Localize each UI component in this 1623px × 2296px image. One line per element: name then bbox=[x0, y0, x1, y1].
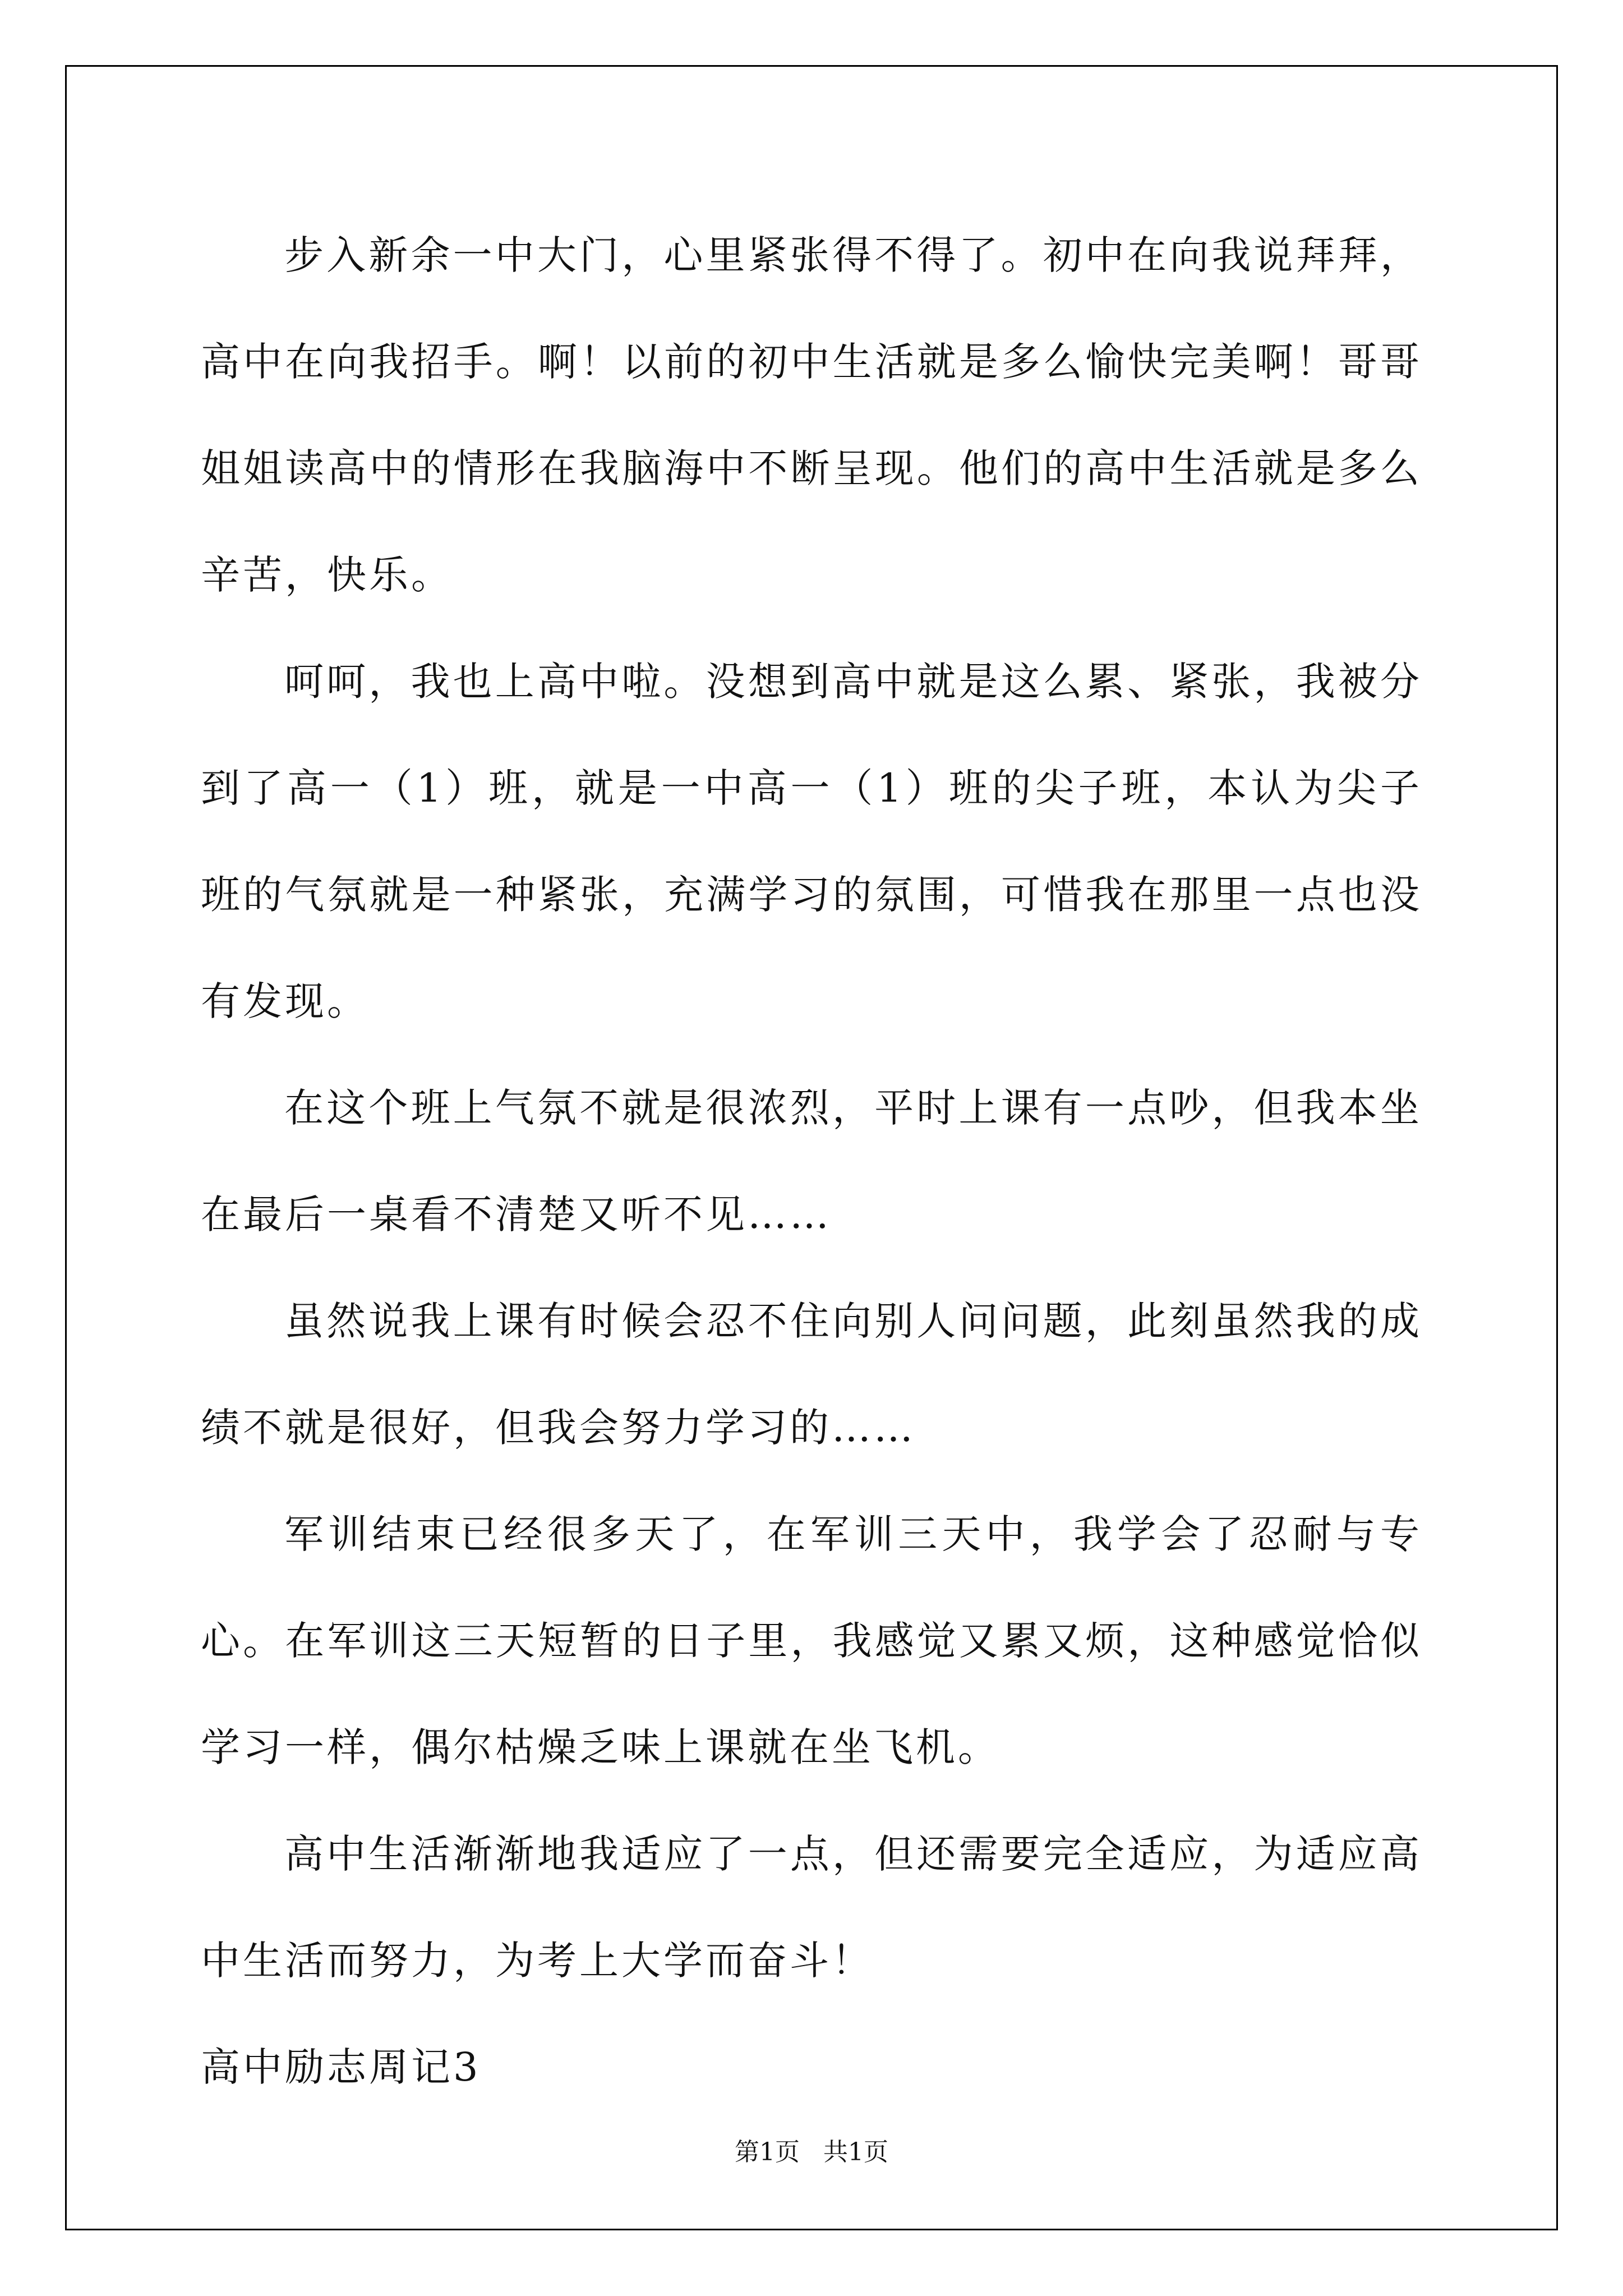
section-heading: 高中励志周记3 bbox=[201, 2044, 481, 2090]
paragraph-6: 高中生活渐渐地我适应了一点，但还需要完全适应，为适应高中生活而努力，为考上大学而奋斗！ bbox=[201, 1831, 1422, 1984]
paragraph-3: 在这个班上气氛不就是很浓烈，平时上课有一点吵，但我本坐在最后一桌看不清楚又听不见…… bbox=[201, 1085, 1422, 1237]
document-body bbox=[201, 202, 1422, 2120]
paragraph-5: 军训结束已经很多天了，在军训三天中，我学会了忍耐与专心。在军训这三天短暂的日子里，我感觉又累又烦，这种感觉恰似学习一样，偶尔枯燥乏味上课就在坐飞机。 bbox=[201, 1511, 1422, 1770]
paragraph-4: 虽然说我上课有时候会忍不住向别人问问题，此刻虽然我的成绩不就是很好，但我会努力学习的…… bbox=[201, 1298, 1422, 1451]
paragraph-1: 步入新余一中大门，心里紧张得不得了。初中在向我说拜拜，高中在向我招手。啊！以前的初中生活就是多么愉快完美啊！哥哥姐姐读高中的情形在我脑海中不断呈现。他们的高中生活就是多么辛苦，快乐。 bbox=[201, 232, 1422, 598]
paragraph-2: 呵呵，我也上高中啦。没想到高中就是这么累、紧张，我被分到了高一（1）班，就是一中高一（1）班的尖子班，本认为尖子班的气氛就是一种紧张，充满学习的氛围，可惜我在那里一点也没有发现。 bbox=[201, 659, 1422, 1024]
page-number-footer: 第1页 共1页 bbox=[735, 2138, 888, 2166]
